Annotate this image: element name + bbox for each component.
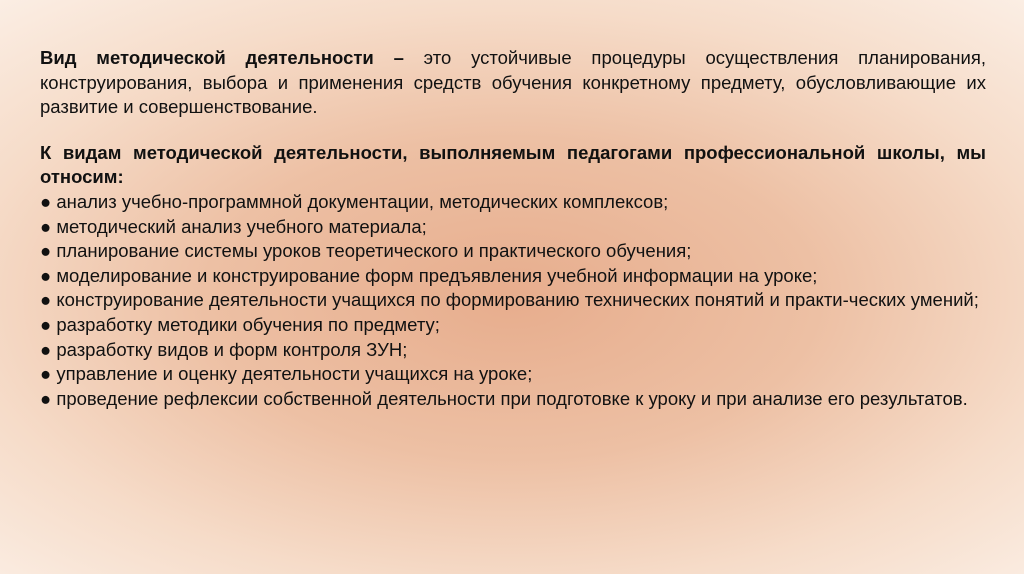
bullet-icon: ●	[40, 313, 52, 335]
bullet-icon: ●	[40, 387, 52, 409]
paragraph-spacer	[40, 120, 986, 141]
bullet-icon: ●	[40, 289, 52, 311]
list-item	[40, 338, 986, 363]
bullet-icon: ●	[40, 338, 52, 360]
list-item-text: проведение рефлексии собственной деятельности при подготовке к уроку и при анализе его результатов.	[51, 387, 968, 409]
list-item-text: конструирование деятельности учащихся по формированию технических понятий и практи-ческих умений;	[51, 289, 979, 311]
list-item	[40, 190, 986, 215]
list-item-text: управление и оценку деятельности учащихся на уроке;	[51, 363, 533, 385]
list-item-text: разработку методики обучения по предмету;	[51, 313, 440, 335]
list-item-text: методический анализ учебного материала;	[51, 215, 427, 237]
kinds-list	[40, 190, 986, 411]
bullet-icon: ●	[40, 363, 52, 385]
list-item	[40, 288, 986, 313]
bullet-icon: ●	[40, 190, 52, 212]
list-item	[40, 239, 986, 264]
list-item	[40, 264, 986, 289]
list-item-text: разработку видов и форм контроля ЗУН;	[51, 338, 408, 360]
definition-text: это устойчивые процедуры осуществления планирования, конструирования, выбора и применения средств обучения конкретному предмету, обусловливающие их развитие и совершенствование.	[40, 47, 987, 118]
bullet-icon: ●	[40, 264, 52, 286]
definition-paragraph	[40, 46, 986, 120]
kinds-heading: К видам методической деятельности, выполняемым педагогами профессиональной школы, мы относим:	[40, 141, 986, 188]
list-item	[40, 362, 986, 387]
slide-content	[40, 46, 986, 411]
bullet-icon: ●	[40, 215, 52, 237]
list-item-text: планирование системы уроков теоретического и практического обучения;	[51, 240, 692, 262]
list-item-text: моделирование и конструирование форм предъявления учебной информации на уроке;	[51, 264, 818, 286]
list-item	[40, 387, 986, 412]
list-item	[40, 215, 986, 240]
list-item	[40, 313, 986, 338]
list-item-text: анализ учебно-программной документации, методических комплексов;	[51, 190, 669, 212]
bullet-icon: ●	[40, 240, 52, 262]
definition-term: Вид методической деятельности –	[40, 47, 404, 68]
